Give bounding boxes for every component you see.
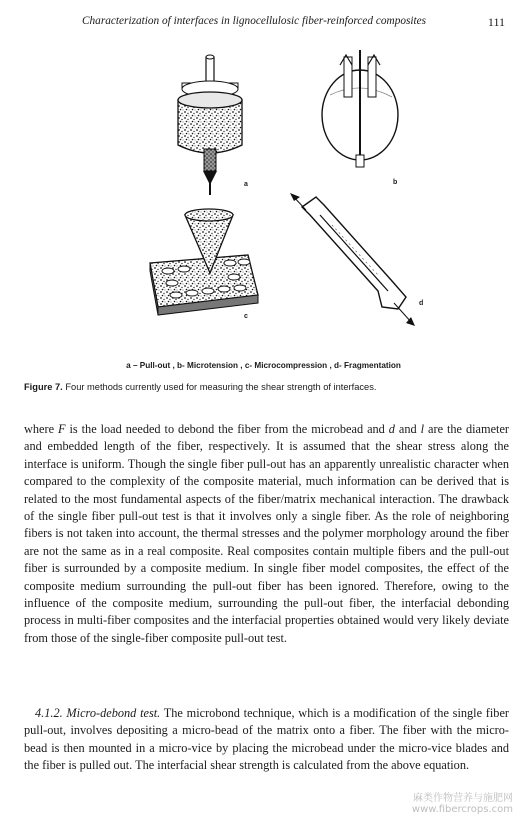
para1-text-4: are the diameter and embedded length of the fiber, respectively. It is assumed that the shear stress along the interface is uniform. Though the single fiber pull-out has an apparently unrealistic character when compared to the complexity of the composite material, much information can be derived that is related to the most fundamental aspects of the fiber/matrix mechanical interaction. The drawback of the single fiber pull-out test is that it involves only a single fiber. As the role of neighboring fibers is not taken into account, the thermal stresses and the polymer morphology around the fiber are not the same as in a real composite. Real composites contain multiple fibers and the pull-out fiber is surrounded by a composite medium. In single fiber model composites, the effect of the composite medium surrounding the pull-out fiber has been ignored. Therefore, owing to the influence of the composite medium, surrounding the pull-out fiber, the interfacial debonding process in multi-fiber composites and the interfacial properties obtained would very likely deviate from those of the single-fiber composite pull-out test. [24, 422, 509, 645]
panel-label-d: d [419, 300, 424, 307]
para1-text-2: is the load needed to debond the fiber from the microbead and [65, 422, 389, 436]
section-heading-micro-debond: 4.1.2. Micro-debond test. [35, 706, 161, 720]
microcompression-diagram [150, 209, 258, 315]
variable-l: l [420, 422, 425, 436]
para1-text-1: where [24, 422, 58, 436]
figure-caption-text: Four methods currently used for measuring the shear strength of interfaces. [65, 382, 377, 392]
pull-out-diagram [178, 55, 242, 195]
para2-text: The microbond technique, which is a modification of the single fiber pull-out, involves depositing a micro-bead of the matrix onto a fiber. The fiber with the micro-bead is then mounted in a micro-vice by placing the microbead under the micro-vice blades and the fiber is pulled out. The interfacial shear strength is calculated from the above equation. [24, 706, 510, 773]
panel-label-b: b [393, 179, 398, 186]
variable-d: d [388, 422, 395, 436]
paragraph-micro-debond [24, 705, 509, 775]
figure-caption-label: Figure 7. [24, 382, 63, 392]
paragraph-pull-out-discussion [24, 421, 509, 647]
watermark-line-2: www.fibercrops.com [411, 804, 513, 815]
figure-drawings [130, 45, 450, 345]
panel-label-c: c [244, 313, 248, 320]
figure-legend: a – Pull-out , b- Microtension , c- Microcompression , d- Fragmentation [126, 361, 401, 370]
page-number: 111 [487, 15, 505, 29]
watermark-line-1: 麻类作物营养与施肥网 [413, 793, 513, 804]
figure-caption [24, 382, 514, 392]
watermark [412, 793, 513, 815]
microtension-diagram [322, 50, 398, 167]
para1-text-3: and [394, 422, 421, 436]
figure-7 [130, 45, 450, 345]
fragmentation-diagram [290, 193, 415, 326]
running-title: Characterization of interfaces in lignocellulosic fiber-reinforced composites [82, 15, 427, 27]
variable-F: F [58, 422, 66, 436]
panel-label-a: a [244, 181, 248, 188]
